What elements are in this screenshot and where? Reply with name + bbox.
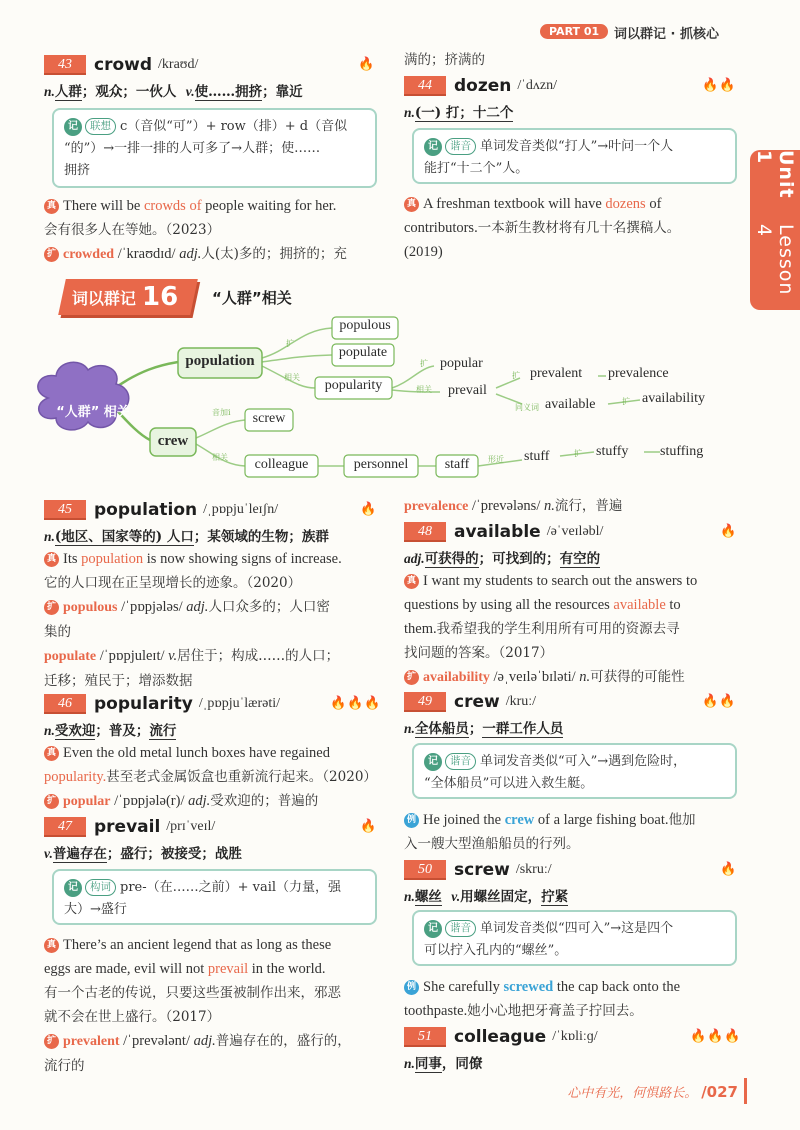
page-number: /027 [701,1083,738,1101]
headword-screw: screw [454,860,510,880]
example-crowd: 真 There will be crowds of people waiting for her. 会有很多人在等她。（2023） 扩 crowded /ˈkraʊdɪd/ adj.人(太)多的；拥挤的；充 [44,198,347,262]
mindmap-personnel[interactable]: personnel [353,457,409,472]
headword-crowd: crowd [94,55,153,75]
footer-divider [744,1078,747,1104]
phonetic: /ˈdʌzn/ [517,78,558,93]
tip-icon: 记 [64,118,82,136]
memory-tip-box: 记 联想 c（音似“可”）+ row（排）+ d（音似 “的”）→一排一排的人可多了→人群；使…… 拥挤 [52,108,377,188]
relation-label: 扩 [574,449,582,458]
example-dozen: 真 A freshman textbook will have dozens of contributors.一本新生教材将有几十名撰稿人。 (2019) [404,196,681,260]
entry-47-head [44,817,215,837]
frequency-flame-icon: 🔥🔥 [702,78,737,93]
relation-label: 扩 [622,397,630,406]
section-banner: 词以群记 16 [58,279,198,315]
definition-crew: n.全体船员；一群工作人员 [404,721,564,737]
example-crew: 例 He joined the crew of a large fishing boat.他加 入一艘大型渔船船员的行列。 [404,812,696,852]
definition-popularity: n.受欢迎；普及；流行 [44,723,177,739]
phonetic: /prɪˈveɪl/ [166,819,216,834]
word-number: 46 [44,694,86,714]
entry-44-head [404,76,557,96]
derivative-prevalence: prevalence /ˈprevələns/ n.流行，普遍 [404,498,623,514]
derivative-icon: 扩 [44,794,59,809]
tip-tag: 构词 [85,879,116,896]
example-popularity: 真 Even the old metal lunch boxes have regained popularity.甚至老式金属饭盒也重新流行起来。（2020） 扩 popular /ˈpɒpjələ(r)/ adj.受欢迎的；普遍的 [44,745,377,809]
real-exam-icon: 真 [404,574,419,589]
derivative-icon: 扩 [44,1034,59,1049]
headword-colleague: colleague [454,1027,547,1047]
entry-46-head [44,694,280,714]
relation-label: 相关 [284,373,300,382]
relation-label: 相关 [212,453,228,462]
frequency-flame-icon: 🔥 [360,819,378,834]
tip-tag: 谐音 [445,138,476,155]
mindmap-colleague[interactable]: colleague [254,457,309,472]
tip-icon: 记 [64,879,82,897]
definition-screw: n.螺丝 v.用螺丝固定，拧紧 [404,889,569,905]
mindmap-available[interactable]: available [545,397,596,412]
derivative-icon: 扩 [44,247,59,262]
frequency-flame-icon: 🔥 [360,502,378,517]
entry-49-head [404,692,536,712]
example-population: 真 Its population is now showing signs of increase. 它的人口现在正呈现增长的迹象。（2020） 扩 populous /ˈpɒpjələs/ adj.人口众多的；人口密 集的 populate /ˈpɒpjuleɪt/ v.居住于；构成……的人口； 迁移；殖民于；增添数据 [44,551,342,689]
continued-text: 满的；挤满的 [404,52,485,68]
phonetic: /skruː/ [515,862,552,877]
memory-tip-box: 记 谐音 单词发音类似“可入”→遇到危险时， “全体船员”可以进入救生艇。 [412,743,737,799]
definition-population: n.(地区、国家等的) 人口；某领域的生物；族群 [44,529,329,545]
headword-popularity: popularity [94,694,193,714]
mindmap-center: “人群” 相关 [56,405,130,420]
relation-label: 音加i [212,408,231,417]
mindmap-crew[interactable]: crew [157,433,189,449]
entry-43-head [44,55,198,75]
mindmap-screw[interactable]: screw [252,411,286,426]
word-number: 45 [44,500,86,520]
example-icon: 例 [404,980,419,995]
word-number: 50 [404,860,446,880]
headword-dozen: dozen [454,76,512,96]
mindmap-popular[interactable]: popular [440,356,483,371]
word-number: 44 [404,76,446,96]
real-exam-icon: 真 [44,199,59,214]
relation-label: 形近 [488,455,504,464]
entry-48-head [404,522,603,542]
word-number: 49 [404,692,446,712]
relation-label: 扩 [286,339,294,348]
relation-label: 扩 [420,359,428,368]
frequency-flame-icon: 🔥 [720,862,738,877]
mindmap-availability[interactable]: availability [642,391,705,406]
phonetic: /ˌpɒpjuˈlærəti/ [198,696,281,711]
entry-51-head [404,1027,598,1047]
tip-icon: 记 [424,920,442,938]
tip-icon: 记 [424,138,442,156]
tip-icon: 记 [424,753,442,771]
frequency-flame-icon: 🔥🔥🔥 [690,1029,742,1044]
headword-available: available [454,522,541,542]
footer-motto: 心中有光，何惧路长。 [567,1086,698,1101]
header-title: 词以群记 · 抓核心 [614,27,719,42]
mindmap-popularity[interactable]: popularity [324,378,383,393]
real-exam-icon: 真 [404,197,419,212]
mindmap-population[interactable]: population [185,353,255,369]
phonetic: /kraʊd/ [158,57,199,72]
example-screw: 例 She carefully screwed the cap back onto the toothpaste.她小心地把牙膏盖子拧回去。 [404,979,681,1019]
unit-label: Unit 1 [753,150,797,199]
phonetic: /ˈkɒliːɡ/ [552,1029,598,1044]
headword-population: population [94,500,198,520]
real-exam-icon: 真 [44,552,59,567]
tip-tag: 谐音 [445,920,476,937]
definition-prevail: v.普遍存在；盛行；被接受；战胜 [44,846,242,862]
phonetic: /ˌpɒpjuˈleɪʃn/ [203,502,279,517]
mindmap-prevalent[interactable]: prevalent [530,366,583,381]
memory-tip-box: 记 谐音 单词发音类似“四可入”→这是四个 可以拧入孔内的“螺丝”。 [412,910,737,966]
definition-dozen: n.(一) 打；十二个 [404,105,514,121]
mindmap-staff[interactable]: staff [444,457,470,472]
entry-50-head [404,860,552,880]
frequency-flame-icon: 🔥🔥 [702,694,737,709]
real-exam-icon: 真 [44,746,59,761]
relation-label: 同义词 [515,403,539,412]
frequency-flame-icon: 🔥 [720,524,738,539]
mindmap-prevail[interactable]: prevail [448,383,487,398]
phonetic: /əˈveɪləbl/ [546,524,604,539]
word-number: 51 [404,1027,446,1047]
headword-prevail: prevail [94,817,161,837]
entry-45-head [44,500,278,520]
mindmap-prevalence[interactable]: prevalence [608,366,669,381]
mindmap-stuff[interactable]: stuff [524,449,550,464]
part-badge: PART 01 [540,24,608,39]
mindmap-populous[interactable]: populous [339,318,391,333]
relation-label: 相关 [416,385,432,394]
derivative-icon: 扩 [44,600,59,615]
example-available: 真 I want my students to search out the answers to questions by using all the resources available to them.我希望我的学生利用所有可用的资源去寻 找问题的答案。（2017） 扩 availability /əˌveɪləˈbɪləti/ n.可获得的可能性 [404,573,698,685]
headword-crew: crew [454,692,500,712]
example-icon: 例 [404,813,419,828]
phonetic: /kruː/ [505,694,537,709]
example-prevail: 真 There’s an ancient legend that as long as these eggs are made, evil will not prevail in the world. 有一个古老的传说，只要这些蛋被制作出来，邪恶 就不会在世上盛行。（2017） 扩 prevalent /ˈprevələnt/ adj.普遍存在的，盛行的， 流行的 [44,937,351,1074]
definition-crowd: n.人群；观众；一伙人 v.使……拥挤；靠近 [44,84,303,100]
mindmap-populate[interactable]: populate [338,345,388,360]
section-subtitle: “人群”相关 [212,289,292,307]
frequency-flame-icon: 🔥 [358,57,376,72]
word-number: 48 [404,522,446,542]
real-exam-icon: 真 [44,938,59,953]
word-number: 43 [44,55,86,75]
mindmap-stuffy[interactable]: stuffy [596,444,629,459]
derivative-icon: 扩 [404,670,419,685]
frequency-flame-icon: 🔥🔥🔥 [330,696,382,711]
memory-tip-box: 记 谐音 单词发音类似“打人”→叶问一个人 能打“十二个”人。 [412,128,737,184]
relation-label: 扩 [512,371,520,380]
lesson-label: Lesson 4 [753,224,797,296]
definition-available: adj.可获得的；可找到的；有空的 [404,551,601,567]
word-number: 47 [44,817,86,837]
tip-tag: 联想 [85,118,116,135]
unit-side-tab[interactable] [750,150,800,310]
page-footer [567,1082,738,1101]
memory-tip-box: 记 构词 pre-（在……之前）+ vail（力量，强 大）→盛行 [52,869,377,925]
mindmap-stuffing[interactable]: stuffing [660,444,704,459]
tip-tag: 谐音 [445,753,476,770]
definition-colleague: n.同事，同僚 [404,1056,483,1072]
